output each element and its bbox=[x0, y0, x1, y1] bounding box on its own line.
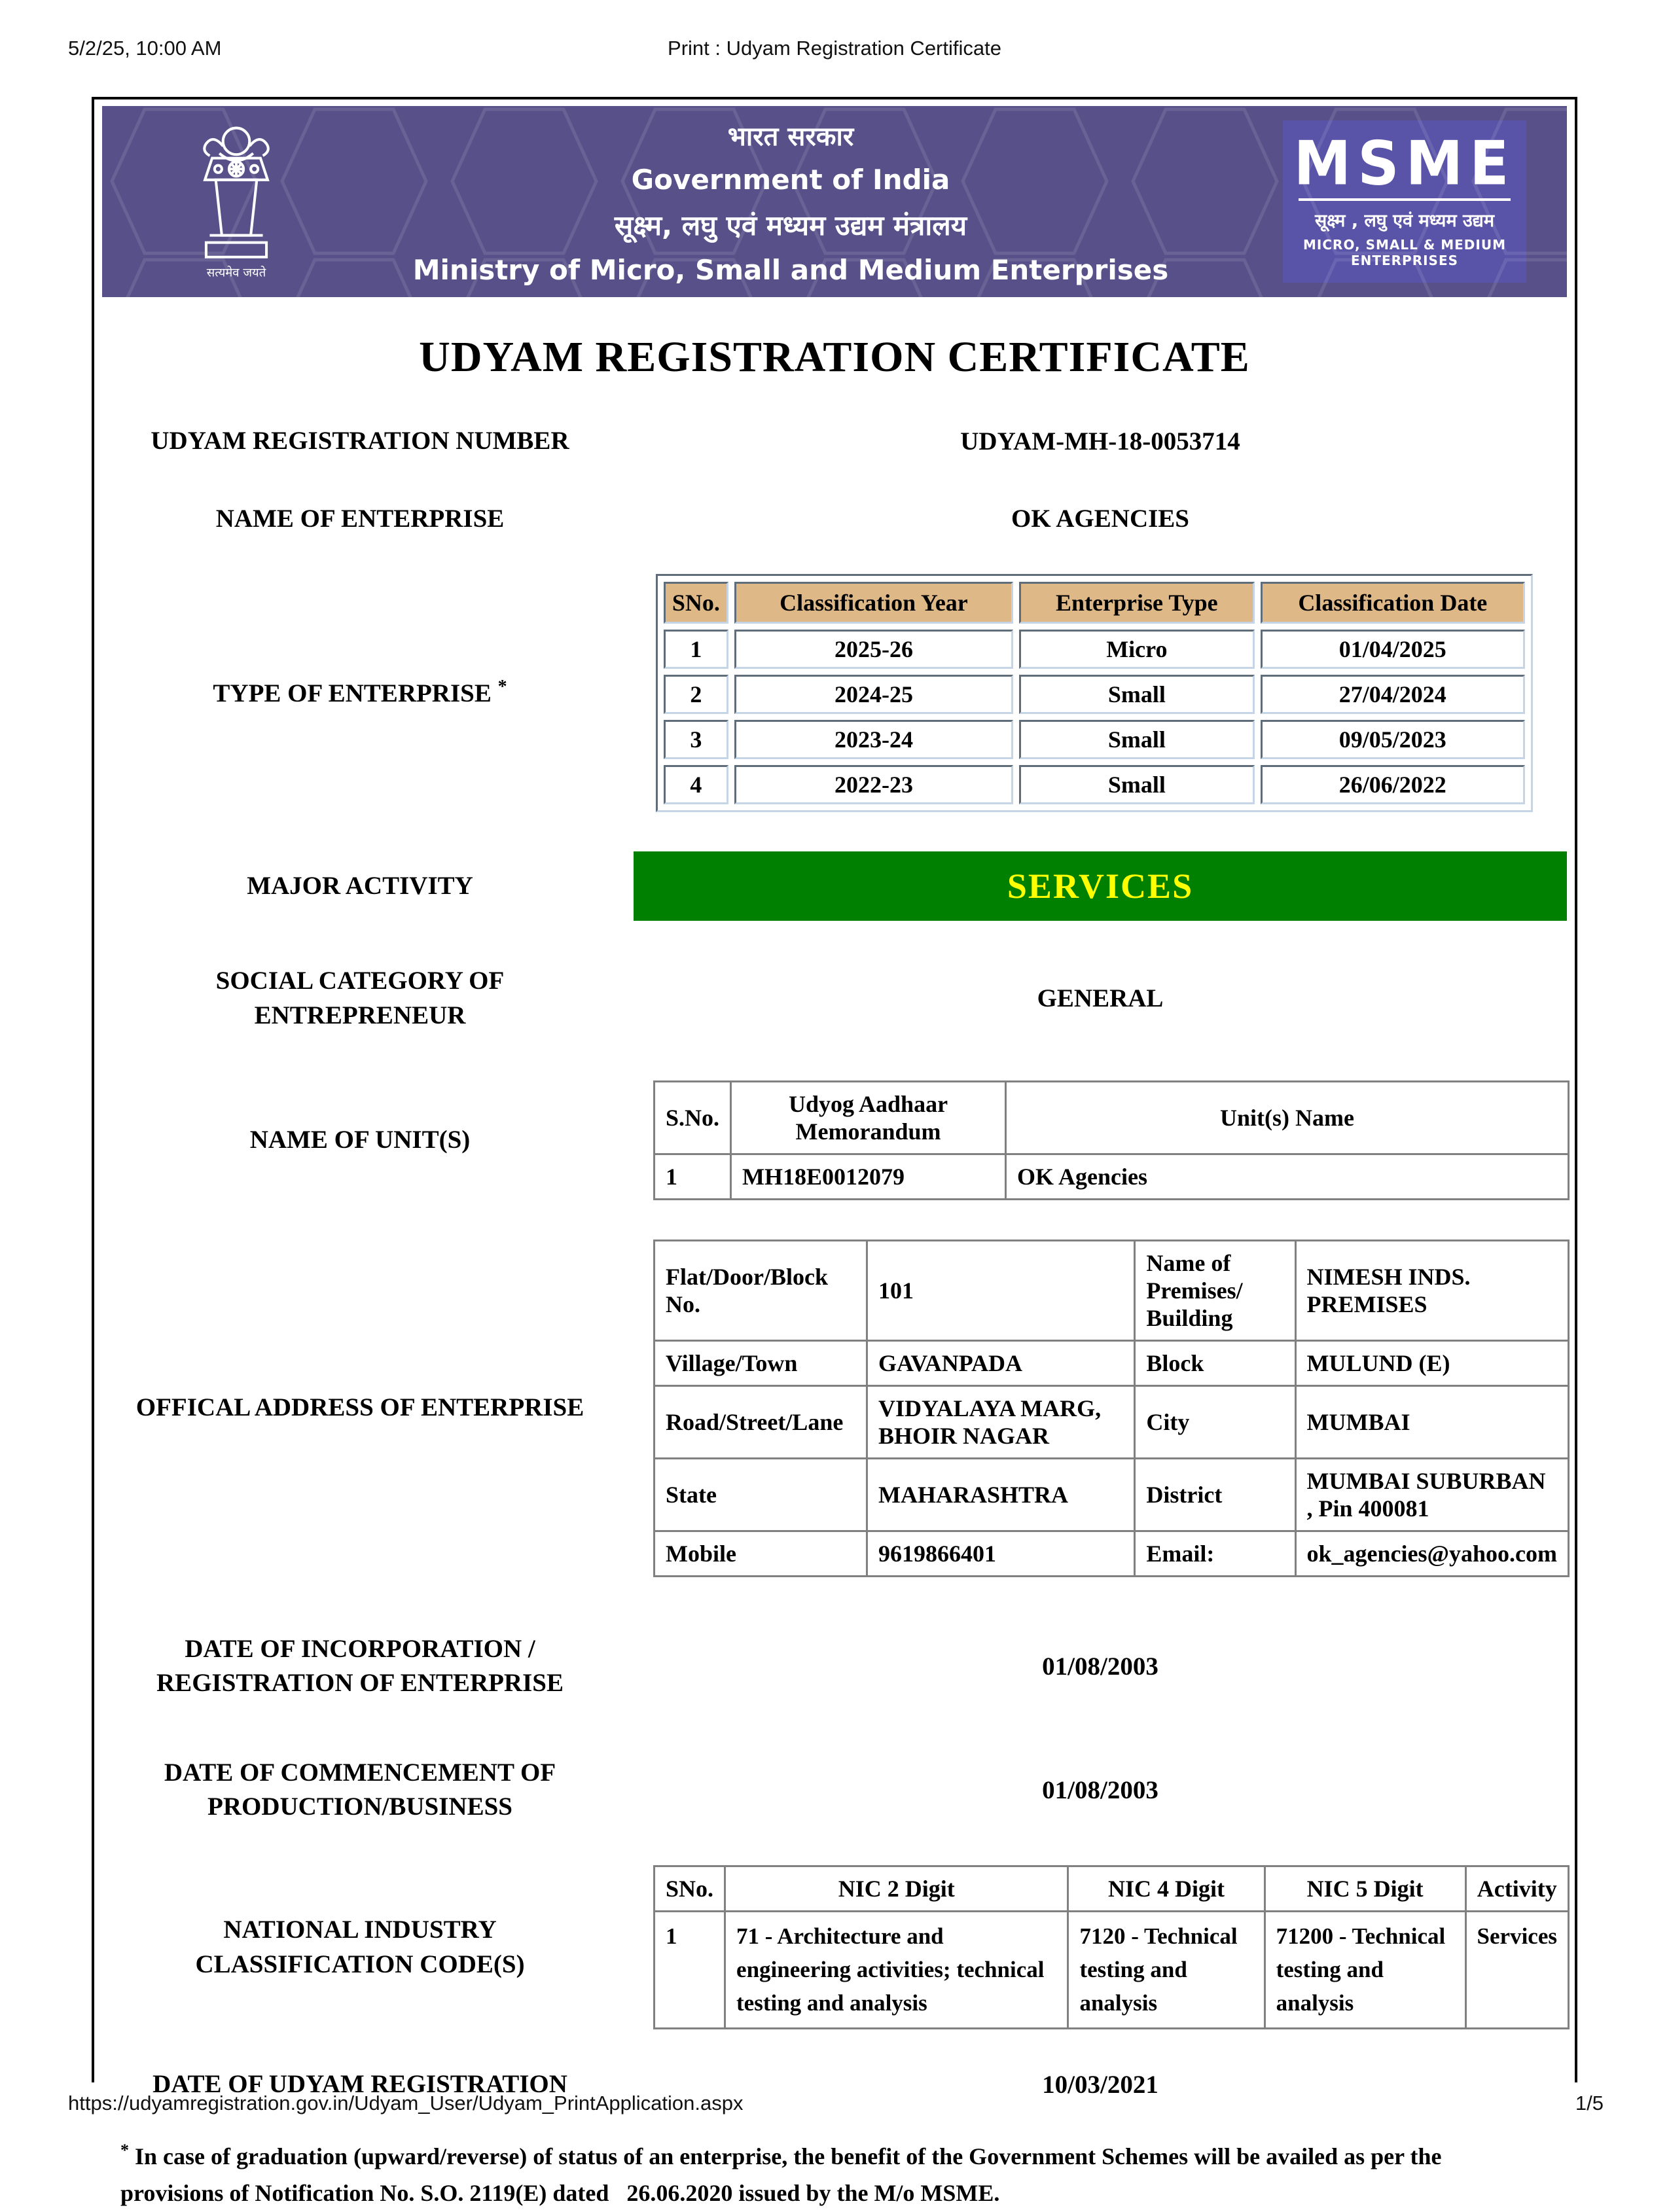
page-number: 1/5 bbox=[1575, 2092, 1604, 2114]
incorporation-row bbox=[94, 1632, 1575, 1701]
table-row: 1 MH18E0012079 OK Agencies bbox=[655, 1154, 1569, 1199]
table-row: Flat/Door/Block No. 101 Name of Premises/ Building NIMESH INDS. PREMISES bbox=[655, 1240, 1569, 1340]
table-row: Village/Town GAVANPADA Block MULUND (E) bbox=[655, 1340, 1569, 1385]
print-datetime: 5/2/25, 10:00 AM bbox=[68, 37, 222, 60]
udyam-date-value: 10/03/2021 bbox=[1042, 2071, 1158, 2099]
major-activity-value: SERVICES bbox=[1007, 866, 1194, 906]
urn-label: UDYAM REGISTRATION NUMBER bbox=[151, 427, 569, 455]
footnote-star: * bbox=[120, 2141, 129, 2160]
enterprise-name-value: OK AGENCIES bbox=[1011, 505, 1189, 533]
commencement-label: DATE OF COMMENCEMENT OF PRODUCTION/BUSINESS bbox=[164, 1758, 556, 1821]
type-asterisk: * bbox=[497, 677, 507, 698]
major-activity-label: MAJOR ACTIVITY bbox=[247, 871, 473, 900]
col-uam: Udyog Aadhaar Memorandum bbox=[731, 1081, 1006, 1154]
col-sno: SNo. bbox=[655, 1866, 725, 1912]
major-activity-row bbox=[94, 851, 1575, 921]
print-footer bbox=[0, 2092, 1669, 2118]
units-label: NAME OF UNIT(S) bbox=[249, 1125, 471, 1154]
incorporation-label: DATE OF INCORPORATION / REGISTRATION OF ENTERPRISE bbox=[156, 1634, 564, 1698]
table-row: 2 2024-25 Small 27/04/2024 bbox=[664, 675, 1525, 714]
classification-header-row bbox=[664, 582, 1525, 624]
table-row: 1 2025-26 Micro 01/04/2025 bbox=[664, 630, 1525, 669]
units-table-wrap bbox=[626, 1080, 1575, 1200]
nic-label: NATIONAL INDUSTRY CLASSIFICATION CODE(S) bbox=[195, 1916, 525, 1978]
col-year: Classification Year bbox=[734, 582, 1013, 624]
col-sno: S.No. bbox=[655, 1081, 731, 1154]
table-row: 3 2023-24 Small 09/05/2023 bbox=[664, 720, 1525, 759]
nic-row bbox=[94, 1865, 1575, 2029]
ministry-banner bbox=[102, 106, 1567, 297]
print-title: Print : Udyam Registration Certificate bbox=[668, 37, 1001, 60]
footnote-text: In case of graduation (upward/reverse) of status of an enterprise, the benefit of the Government Schemes will be availed as per the provisions of Notification No. S.O. 2119(E) dated 26.06.2020 issued by the M/o MSME. bbox=[120, 2143, 1442, 2206]
col-type: Enterprise Type bbox=[1019, 582, 1255, 624]
col-sno: SNo. bbox=[664, 582, 728, 624]
address-table bbox=[653, 1240, 1570, 1577]
enterprise-type-label: TYPE OF ENTERPRISE * bbox=[213, 677, 507, 708]
units-header-row bbox=[655, 1081, 1569, 1154]
commencement-row bbox=[94, 1756, 1575, 1825]
table-row: 4 2022-23 Small 26/06/2022 bbox=[664, 765, 1525, 804]
col-nic4: NIC 4 Digit bbox=[1068, 1866, 1265, 1912]
table-row: Road/Street/Lane VIDYALAYA MARG, BHOIR NAGAR City MUMBAI bbox=[655, 1385, 1569, 1458]
col-date: Classification Date bbox=[1261, 582, 1525, 624]
urn-row bbox=[94, 424, 1575, 459]
enterprise-name-label: NAME OF ENTERPRISE bbox=[215, 504, 505, 533]
nic-header-row bbox=[655, 1866, 1569, 1912]
col-activity: Activity bbox=[1465, 1866, 1568, 1912]
nic-table-wrap bbox=[626, 1865, 1575, 2029]
urn-value: UDYAM-MH-18-0053714 bbox=[960, 427, 1240, 455]
address-table-wrap bbox=[626, 1240, 1575, 1577]
incorporation-value: 01/08/2003 bbox=[1042, 1652, 1158, 1681]
major-activity-banner bbox=[634, 851, 1567, 921]
address-label: OFFICAL ADDRESS OF ENTERPRISE bbox=[135, 1393, 584, 1422]
social-category-row bbox=[94, 964, 1575, 1033]
table-row: State MAHARASHTRA District MUMBAI SUBURBAN , Pin 400081 bbox=[655, 1458, 1569, 1531]
enterprise-type-row bbox=[94, 574, 1575, 812]
msme-acronym: MSME bbox=[1293, 128, 1516, 199]
col-unit-name: Unit(s) Name bbox=[1006, 1081, 1569, 1154]
units-row bbox=[94, 1080, 1575, 1200]
commencement-value: 01/08/2003 bbox=[1042, 1775, 1158, 1804]
table-row: 1 71 - Architecture and engineering activities; technical testing and analysis 7120 - Technical testing and analysis 71200 - Technical testing and analysis Services bbox=[655, 1912, 1569, 2029]
classification-table bbox=[656, 574, 1533, 812]
graduation-footnote bbox=[120, 2137, 1550, 2212]
classification-table-wrap bbox=[626, 574, 1575, 812]
table-row: Mobile 9619866401 Email: ok_agencies@yahoo.com bbox=[655, 1531, 1569, 1576]
certificate-title: UDYAM REGISTRATION CERTIFICATE bbox=[419, 333, 1250, 381]
enterprise-name-row bbox=[94, 502, 1575, 537]
print-header bbox=[0, 37, 1669, 63]
col-nic5: NIC 5 Digit bbox=[1265, 1866, 1465, 1912]
social-category-value: GENERAL bbox=[1037, 984, 1164, 1013]
print-source-url: https://udyamregistration.gov.in/Udyam_User/Udyam_PrintApplication.aspx bbox=[68, 2092, 744, 2114]
col-nic2: NIC 2 Digit bbox=[725, 1866, 1068, 1912]
units-table bbox=[653, 1080, 1570, 1200]
nic-table bbox=[653, 1865, 1570, 2029]
udyam-date-label: DATE OF UDYAM REGISTRATION bbox=[153, 2070, 567, 2099]
address-row bbox=[94, 1240, 1575, 1577]
social-category-label: SOCIAL CATEGORY OF ENTREPRENEUR bbox=[215, 967, 505, 1029]
